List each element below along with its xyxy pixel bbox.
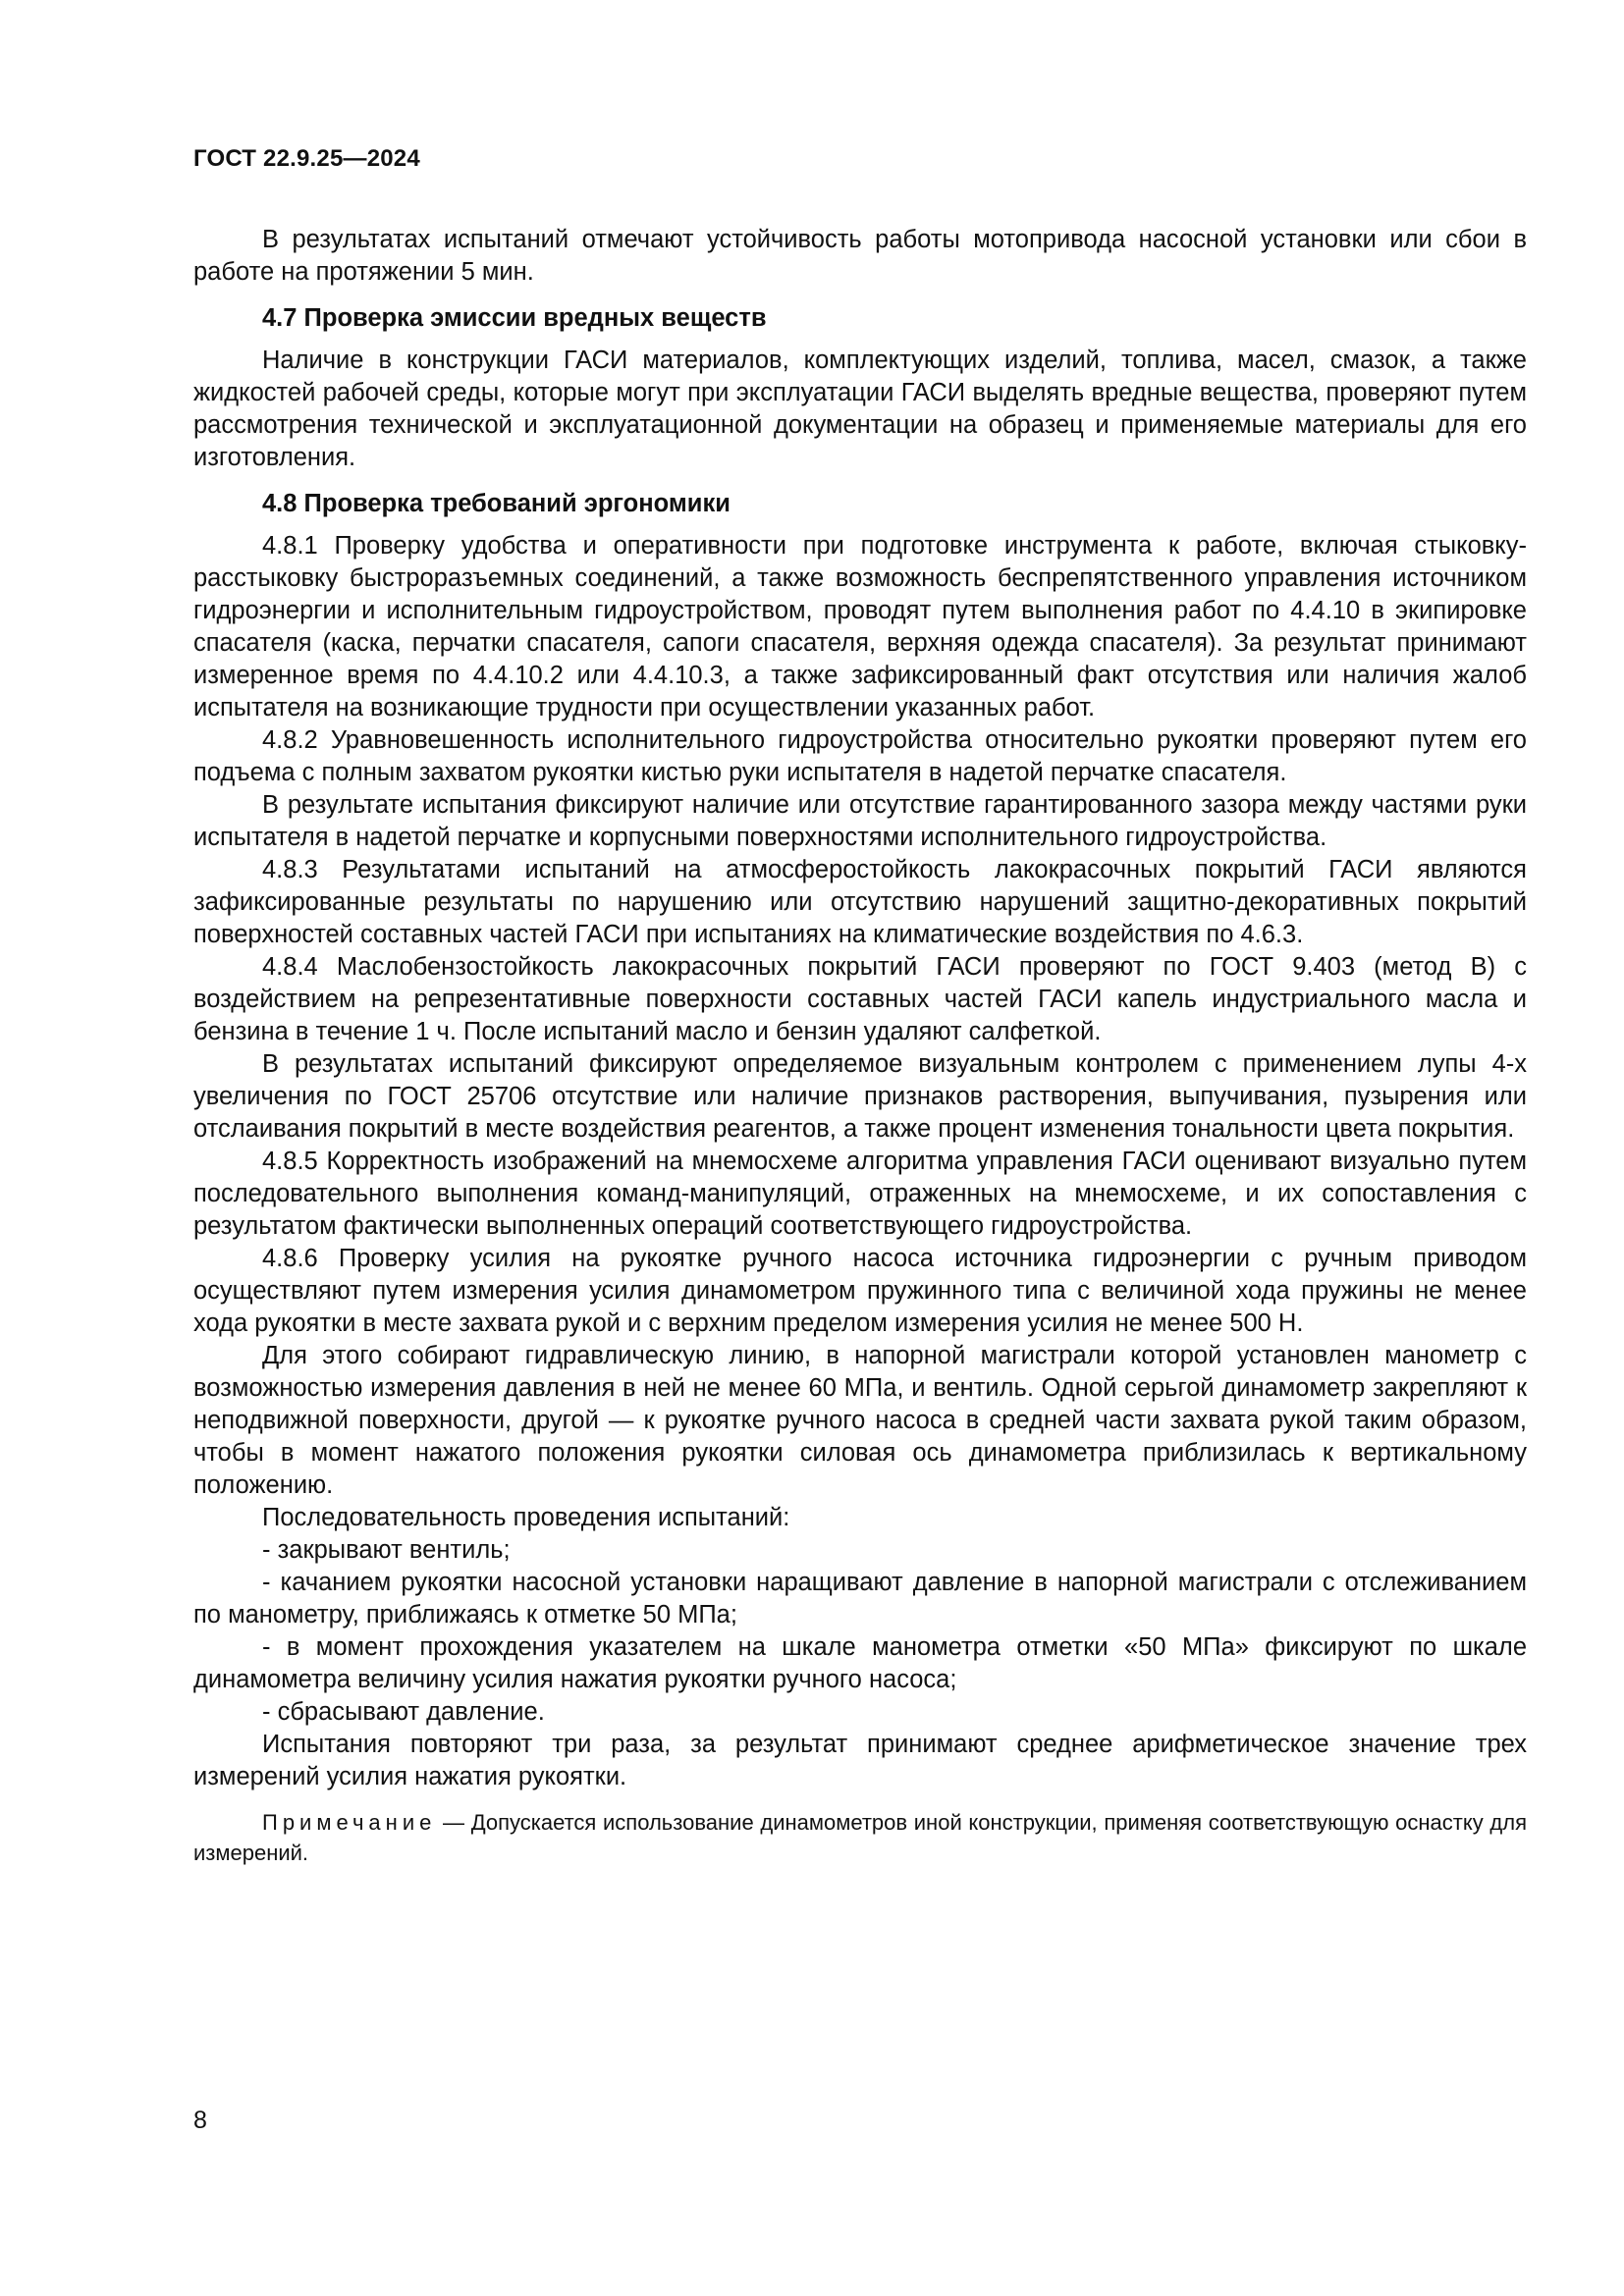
paragraph-4-8-6-setup: Для этого собирают гидравлическую линию, в напорной магистрали которой установлен манометр с возможностью измерения давления в ней не менее 60 МПа, и вентиль. Одной серьгой динамометр закрепляют к неподвижной поверхности, другой — к рукоятке ручного насоса в средней части захвата рукой таким образом, чтобы в момент нажатого положения рукоятки силовая ось динамометра приблизилась к вертикальному положению. xyxy=(193,1342,1527,1499)
list-item: - качанием рукоятки насосной установки наращивают давление в напорной магистрали с отслеживанием по манометру, приближаясь к отметке 50 МПа; xyxy=(193,1569,1527,1629)
note-block xyxy=(193,1807,1527,1868)
section-heading-4-7: 4.7 Проверка эмиссии вредных веществ xyxy=(262,304,767,332)
paragraph-4-8-1: 4.8.1 Проверку удобства и оперативности при подготовке инструмента к работе, включая стыковку-расстыковку быстроразъемных соединений, а также возможность беспрепятственного управления источником гидроэнергии и исполнительным гидроустройством, проводят путем выполнения работ по 4.4.10 в экипировке спасателя (каска, перчатки спасателя, сапоги спасателя, верхняя одежда спасателя). За результат принимают измеренное время по 4.4.10.2 или 4.4.10.3, а также зафиксированный факт отсутствия или наличия жалоб испытателя на возникающие трудности при осуществлении указанных работ. xyxy=(193,532,1527,721)
paragraph-sequence-intro: Последовательность проведения испытаний: xyxy=(262,1504,790,1531)
paragraph-4-8-4: 4.8.4 Маслобензостойкость лакокрасочных покрытий ГАСИ проверяют по ГОСТ 9.403 (метод В) с воздействием на репрезентативные поверхности составных частей ГАСИ капель индустриального масла и бензина в течение 1 ч. После испытаний масло и бензин удаляют салфеткой. xyxy=(193,953,1527,1045)
list-item: - сбрасывают давление. xyxy=(262,1698,545,1726)
paragraph-4-8-6: 4.8.6 Проверку усилия на рукоятке ручного насоса источника гидроэнергии с ручным приводом осуществляют путем измерения усилия динамометром пружинного типа с величиной хода пружины не менее хода рукоятки в месте захвата рукой и с верхним пределом измерения усилия не менее 500 Н. xyxy=(193,1245,1527,1337)
paragraph-4-8-5: 4.8.5 Корректность изображений на мнемосхеме алгоритма управления ГАСИ оценивают визуально путем последовательного выполнения команд-манипуляций, отраженных на мнемосхеме, и их сопоставления с результатом фактически выполненных операций соответствующего гидроустройства. xyxy=(193,1148,1527,1240)
section-heading-4-8: 4.8 Проверка требований эргономики xyxy=(262,490,731,517)
document-header: ГОСТ 22.9.25—2024 xyxy=(193,145,420,172)
paragraph-4-7: Наличие в конструкции ГАСИ материалов, комплектующих изделий, топлива, масел, смазок, а также жидкостей рабочей среды, которые могут при эксплуатации ГАСИ выделять вредные вещества, проверяют путем рассмотрения технической и эксплуатационной документации на образец и применяемые материалы для его изготовления. xyxy=(193,347,1527,471)
paragraph-4-8-2-result: В результате испытания фиксируют наличие или отсутствие гарантированного зазора между частями руки испытателя в надетой перчатке и корпусными поверхностями исполнительного гидроустройства. xyxy=(193,791,1527,851)
paragraph-4-8-4-result: В результатах испытаний фиксируют определяемое визуальным контролем с применением лупы 4-х увеличения по ГОСТ 25706 отсутствие или наличие признаков растворения, выпучивания, пузырения или отслаивания покрытий в месте воздействия реагентов, а также процент изменения тональности цвета покрытия. xyxy=(193,1050,1527,1143)
paragraph-intro: В результатах испытаний отмечают устойчивость работы мотопривода насосной установки или сбои в работе на протяжении 5 мин. xyxy=(193,226,1527,286)
list-item: - закрывают вентиль; xyxy=(262,1536,511,1564)
page-number: 8 xyxy=(193,2107,207,2134)
paragraph-4-8-3: 4.8.3 Результатами испытаний на атмосферостойкость лакокрасочных покрытий ГАСИ являются зафиксированные результаты по нарушению или отсутствию нарушений защитно-декоративных покрытий поверхностей составных частей ГАСИ при испытаниях на климатические воздействия по 4.6.3. xyxy=(193,856,1527,948)
document-body xyxy=(193,224,1527,1868)
note-text: — Допускается использование динамометров иной конструкции, применяя соответствующую оснастку для измерений. xyxy=(193,1810,1527,1865)
list-item: - в момент прохождения указателем на шкале манометра отметки «50 МПа» фиксируют по шкале динамометра величину усилия нажатия рукоятки ручного насоса; xyxy=(193,1633,1527,1693)
note-label: Примечание xyxy=(262,1810,437,1835)
paragraph-repeat: Испытания повторяют три раза, за результат принимают среднее арифметическое значение трех измерений усилия нажатия рукоятки. xyxy=(193,1731,1527,1790)
paragraph-4-8-2: 4.8.2 Уравновешенность исполнительного гидроустройства относительно рукоятки проверяют путем его подъема с полным захватом рукоятки кистью руки испытателя в надетой перчатке спасателя. xyxy=(193,726,1527,786)
